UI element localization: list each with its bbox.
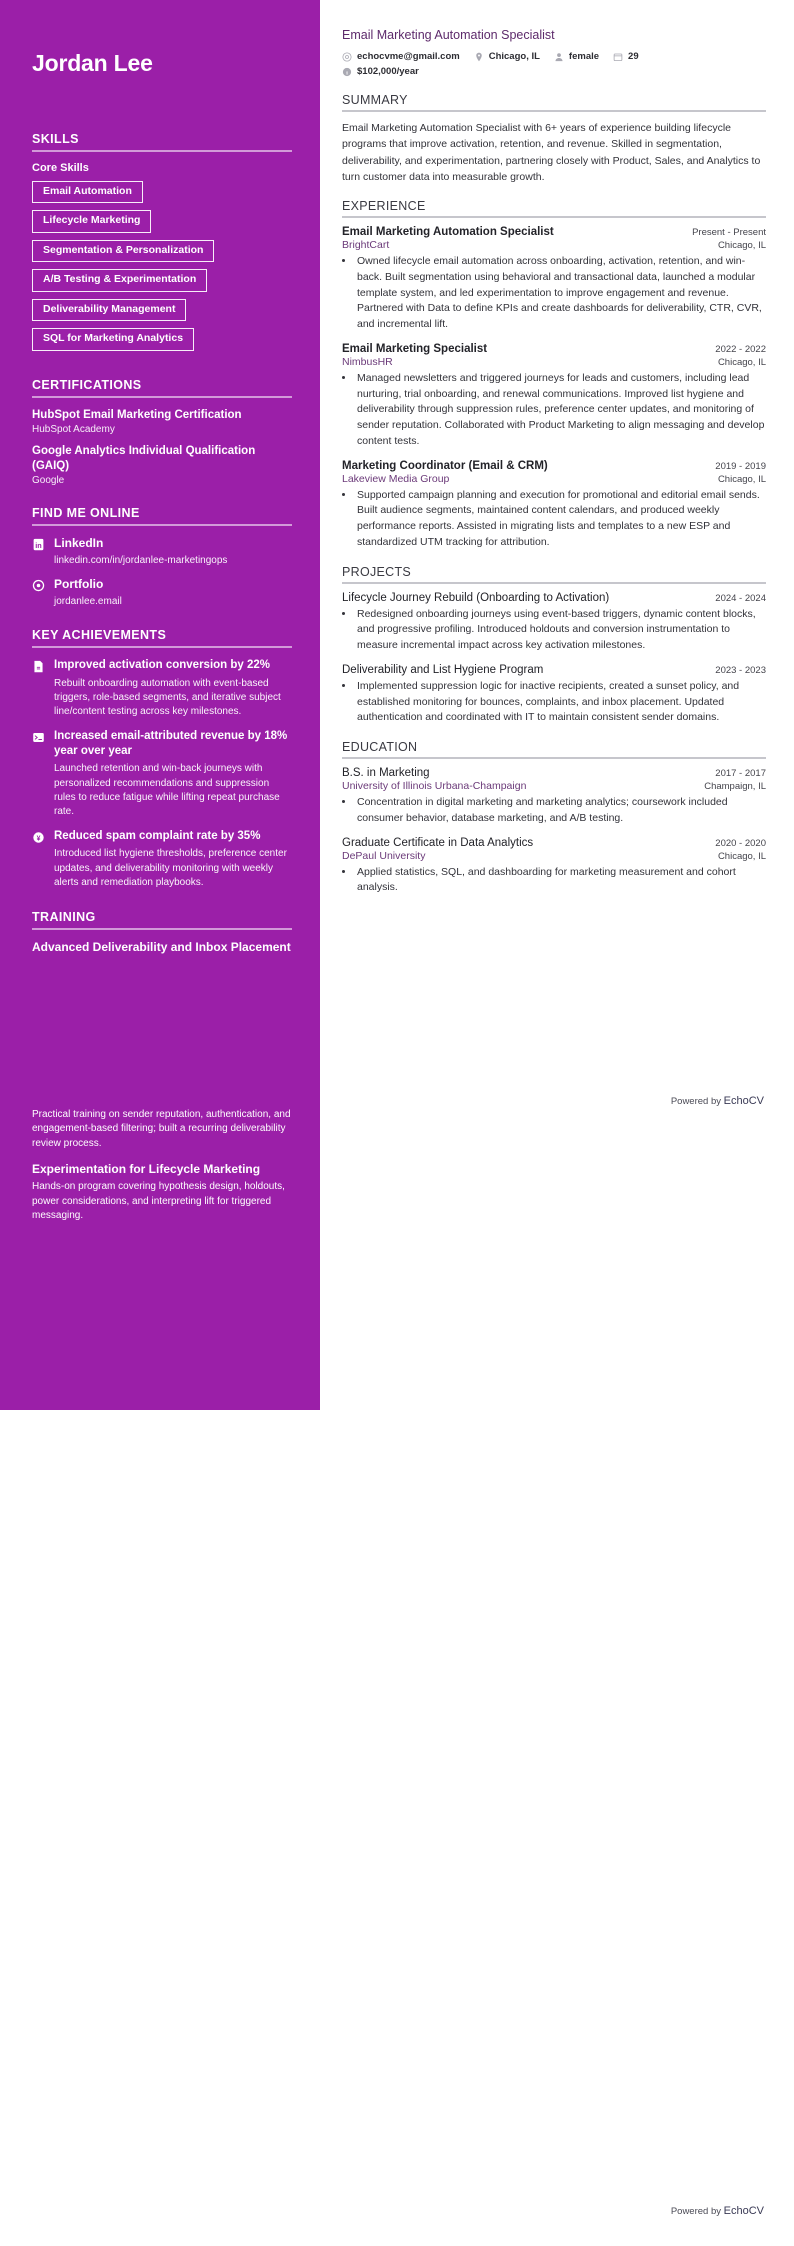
education-heading: EDUCATION	[342, 740, 418, 755]
entry-org: BrightCart	[342, 239, 390, 252]
footer-page-2	[671, 2205, 764, 2217]
entry-bullets	[355, 795, 766, 827]
entry-bullets	[355, 607, 766, 654]
contact-value: 29	[628, 51, 639, 62]
entry-bullets	[355, 371, 766, 450]
experience-item	[342, 226, 766, 333]
entry-title: Deliverability and List Hygiene Program	[342, 663, 544, 676]
skill-chip[interactable]: SQL for Marketing Analytics	[32, 328, 194, 351]
svg-text:i: i	[346, 69, 348, 76]
location-pin-icon	[474, 52, 484, 62]
portfolio-icon	[32, 579, 45, 592]
entry-title: Lifecycle Journey Rebuild (Onboarding to Activation)	[342, 591, 610, 604]
page-break-gap	[32, 956, 292, 1106]
entry-subheader	[342, 356, 766, 368]
entry-org: NimbusHR	[342, 355, 393, 368]
summary-heading: SUMMARY	[342, 93, 408, 107]
sidebar-section-find-me-online	[32, 506, 292, 608]
page-title: Email Marketing Automation Specialist	[342, 28, 555, 42]
bullet: • Concentration in digital marketing and marketing analytics; coursework included consumer behavior, database marketing, and A/B testing.	[355, 795, 766, 827]
entry-location: Chicago, IL	[717, 473, 766, 485]
projects-divider	[342, 582, 766, 584]
section-experience	[342, 199, 766, 551]
link-url[interactable]: linkedin.com/in/jordanlee-marketingops	[54, 555, 228, 567]
contact-email[interactable]	[342, 51, 460, 62]
entry-location: Chicago, IL	[717, 850, 766, 862]
skill-chip-list	[32, 181, 292, 358]
contact-value: Chicago, IL	[488, 51, 540, 62]
entry-dates: 2017 - 2017	[715, 768, 766, 780]
sidebar	[0, 0, 320, 1410]
education-divider	[342, 757, 766, 759]
achievement-item	[32, 658, 292, 673]
entry-header	[342, 343, 766, 355]
yen-coin-icon	[32, 831, 45, 844]
entry-subheader	[342, 780, 766, 792]
link-label: Portfolio	[54, 576, 104, 591]
section-projects	[342, 565, 766, 727]
experience-item	[342, 460, 766, 551]
certification-org: HubSpot Academy	[32, 424, 115, 436]
entry-dates: 2023 - 2023	[715, 664, 766, 676]
certification-org: Google	[32, 475, 65, 487]
skill-chip[interactable]: Deliverability Management	[32, 299, 186, 322]
certification-title: HubSpot Email Marketing Certification	[32, 408, 242, 421]
projects-heading: PROJECTS	[342, 564, 412, 579]
skill-chip[interactable]: Segmentation & Personalization	[32, 240, 214, 263]
contact-age	[613, 51, 639, 62]
svg-text:in: in	[35, 541, 42, 551]
contact-location	[474, 51, 540, 62]
bullet: • Redesigned onboarding journeys using event-based triggers, dynamic content blocks, and progressive profiling. Introduced holdouts and conversion instrumentation to measure incremental impact across key activation milestones.	[355, 607, 766, 654]
entry-subheader	[342, 850, 766, 862]
sidebar-section-key-achievements	[32, 628, 292, 890]
entry-location: Chicago, IL	[717, 240, 766, 252]
summary-text: Email Marketing Automation Specialist with 6+ years of experience building lifecycle programs that improve activation, retention, and revenue. Skilled in segmentation, deliverability, and experimentation, partnering closely with Product, Sales, and Analytics to turn customer data into measurable growth.	[342, 122, 761, 183]
certifications-heading: CERTIFICATIONS	[32, 377, 142, 392]
skill-chip[interactable]: A/B Testing & Experimentation	[32, 269, 207, 292]
achievement-item	[32, 729, 292, 759]
footer-brand: EchoCV	[723, 1095, 764, 1107]
entry-title: Graduate Certificate in Data Analytics	[342, 836, 534, 849]
entry-dates: 2020 - 2020	[715, 837, 766, 849]
footer-brand: EchoCV	[723, 2205, 764, 2217]
footer-prefix: Powered by	[670, 1096, 724, 1107]
bullet: • Owned lifecycle email automation across onboarding, activation, retention, and win-back. Built segmentation using behavioral and transactional data, launched a modular template system, and led experimentation to improve engagement and revenue. Partnered with Data to define KPIs and create dashboards for deliverability, CTR, CVR, and incremental lift.	[355, 254, 766, 333]
certifications-divider	[32, 396, 292, 398]
core-skills-subheading: Core Skills	[32, 161, 89, 174]
entry-title: B.S. in Marketing	[342, 767, 430, 780]
entry-header	[342, 226, 766, 238]
training-divider	[32, 928, 292, 930]
sidebar-section-certifications	[32, 378, 292, 487]
contact-value: $102,000/year	[357, 66, 419, 77]
document-icon	[32, 660, 45, 673]
sidebar-section-skills	[32, 132, 292, 358]
key-achievements-heading: KEY ACHIEVEMENTS	[32, 628, 167, 643]
entry-org: DePaul University	[342, 849, 426, 862]
certification-item	[32, 444, 292, 486]
achievement-desc: Introduced list hygiene thresholds, preference center updates, and deliverability monitoring with weekly alerts and remediation playbooks.	[54, 848, 287, 888]
entry-bullets	[355, 488, 766, 551]
project-item	[342, 664, 766, 726]
training-desc: Hands-on program covering hypothesis design, holdouts, power considerations, and interpreting lift for triggered messaging.	[32, 1181, 285, 1222]
project-item	[342, 592, 766, 654]
email-icon	[342, 52, 352, 62]
link-label: LinkedIn	[54, 536, 104, 551]
experience-heading: EXPERIENCE	[342, 199, 426, 214]
skills-divider	[32, 150, 292, 152]
training-title: Advanced Deliverability and Inbox Placement	[32, 939, 291, 954]
bullet: • Managed newsletters and triggered journeys for leads and customers, including lead nurturing, trial onboarding, and renewal communications. Improved list hygiene and deliverability through suppression rules, preference center updates, and monitoring of sender reputation. Collaborated with Product Marketing to align messaging and develop content tests.	[355, 371, 766, 450]
contact-value: echocvme@gmail.com	[357, 51, 460, 62]
footer-prefix: Powered by	[670, 2206, 724, 2217]
entry-bullets	[355, 679, 766, 726]
entry-dates: 2022 - 2022	[715, 343, 766, 355]
footer-page-1	[671, 1095, 764, 1107]
achievement-desc: Launched retention and win-back journeys with personalized recommendations and suppression rules to reduce fatigue while lifting repeat purchase rate.	[54, 763, 280, 818]
entry-bullets	[355, 865, 766, 897]
education-item	[342, 767, 766, 827]
link-item-linkedin[interactable]	[32, 536, 292, 551]
main-content	[320, 0, 794, 906]
entry-title: Email Marketing Specialist	[342, 342, 488, 355]
entry-subheader	[342, 239, 766, 251]
entry-subheader	[342, 473, 766, 485]
entry-dates: Present - Present	[692, 227, 766, 239]
calendar-icon	[613, 52, 623, 62]
candidate-name: Jordan Lee	[32, 50, 153, 76]
entry-location: Champaign, IL	[704, 781, 766, 793]
linkedin-icon	[32, 538, 45, 551]
info-icon	[342, 67, 352, 77]
skill-chip[interactable]: Email Automation	[32, 181, 143, 204]
certification-item	[32, 408, 292, 435]
section-summary	[342, 93, 766, 185]
achievement-item	[32, 829, 292, 844]
terminal-icon	[32, 731, 45, 744]
certification-title: Google Analytics Individual Qualification (GAIQ)	[32, 445, 256, 473]
entry-title: Marketing Coordinator (Email & CRM)	[342, 459, 548, 472]
entry-header	[342, 592, 766, 604]
svg-text:¥: ¥	[36, 835, 41, 843]
entry-header	[342, 767, 766, 779]
bullet: • Implemented suppression logic for inactive recipients, created a sunset policy, and established monitoring for bounces, complaints, and inbox placement. Updated authentication and coordinated with IT to maintain consistent sender domains.	[355, 679, 766, 726]
training-desc: Practical training on sender reputation, authentication, and engagement-based filtering; built a recurring deliverability review process.	[32, 1108, 291, 1149]
entry-bullets	[355, 254, 766, 333]
entry-location: Chicago, IL	[717, 356, 766, 368]
training-heading: TRAINING	[32, 909, 96, 924]
contact-salary	[342, 66, 766, 77]
link-item-portfolio[interactable]	[32, 577, 292, 592]
achievement-title: Reduced spam complaint rate by 35%	[54, 830, 261, 843]
person-icon	[554, 52, 564, 62]
achievement-title: Improved activation conversion by 22%	[54, 659, 271, 672]
entry-header	[342, 837, 766, 849]
bullet: • Supported campaign planning and execution for promotional and editorial email sends. Built audience segments, maintained content calendars, and produced weekly performance reports. Assisted in migrating lists and templates to a new ESP and standardized UTM tracking for attribution.	[355, 488, 766, 551]
entry-dates: 2024 - 2024	[715, 592, 766, 604]
contact-gender	[554, 51, 599, 62]
training-title: Experimentation for Lifecycle Marketing	[32, 1162, 261, 1177]
experience-divider	[342, 216, 766, 218]
contact-value: female	[568, 51, 600, 62]
link-url[interactable]: jordanlee.email	[54, 595, 122, 607]
entry-org: University of Illinois Urbana-Champaign	[342, 780, 527, 793]
achievement-desc: Rebuilt onboarding automation with event-based triggers, role-based segments, and iterative subject line/content testing across key milestones.	[54, 677, 281, 717]
entry-title: Email Marketing Automation Specialist	[342, 226, 554, 239]
experience-item	[342, 343, 766, 450]
key-achievements-divider	[32, 646, 292, 648]
entry-dates: 2019 - 2019	[715, 460, 766, 472]
find-me-online-heading: FIND ME ONLINE	[32, 506, 140, 521]
education-item	[342, 837, 766, 897]
bullet: • Applied statistics, SQL, and dashboarding for marketing measurement and cohort analysis.	[355, 865, 766, 897]
skills-heading: SKILLS	[32, 131, 79, 146]
sidebar-section-training	[32, 910, 292, 1224]
find-me-online-divider	[32, 524, 292, 526]
achievement-title: Increased email-attributed revenue by 18% year over year	[54, 730, 288, 758]
section-education	[342, 740, 766, 896]
entry-header	[342, 664, 766, 676]
contact-bar	[342, 51, 766, 77]
entry-header	[342, 460, 766, 472]
entry-org: Lakeview Media Group	[342, 472, 450, 485]
summary-divider	[342, 110, 766, 112]
skill-chip[interactable]: Lifecycle Marketing	[32, 210, 151, 233]
